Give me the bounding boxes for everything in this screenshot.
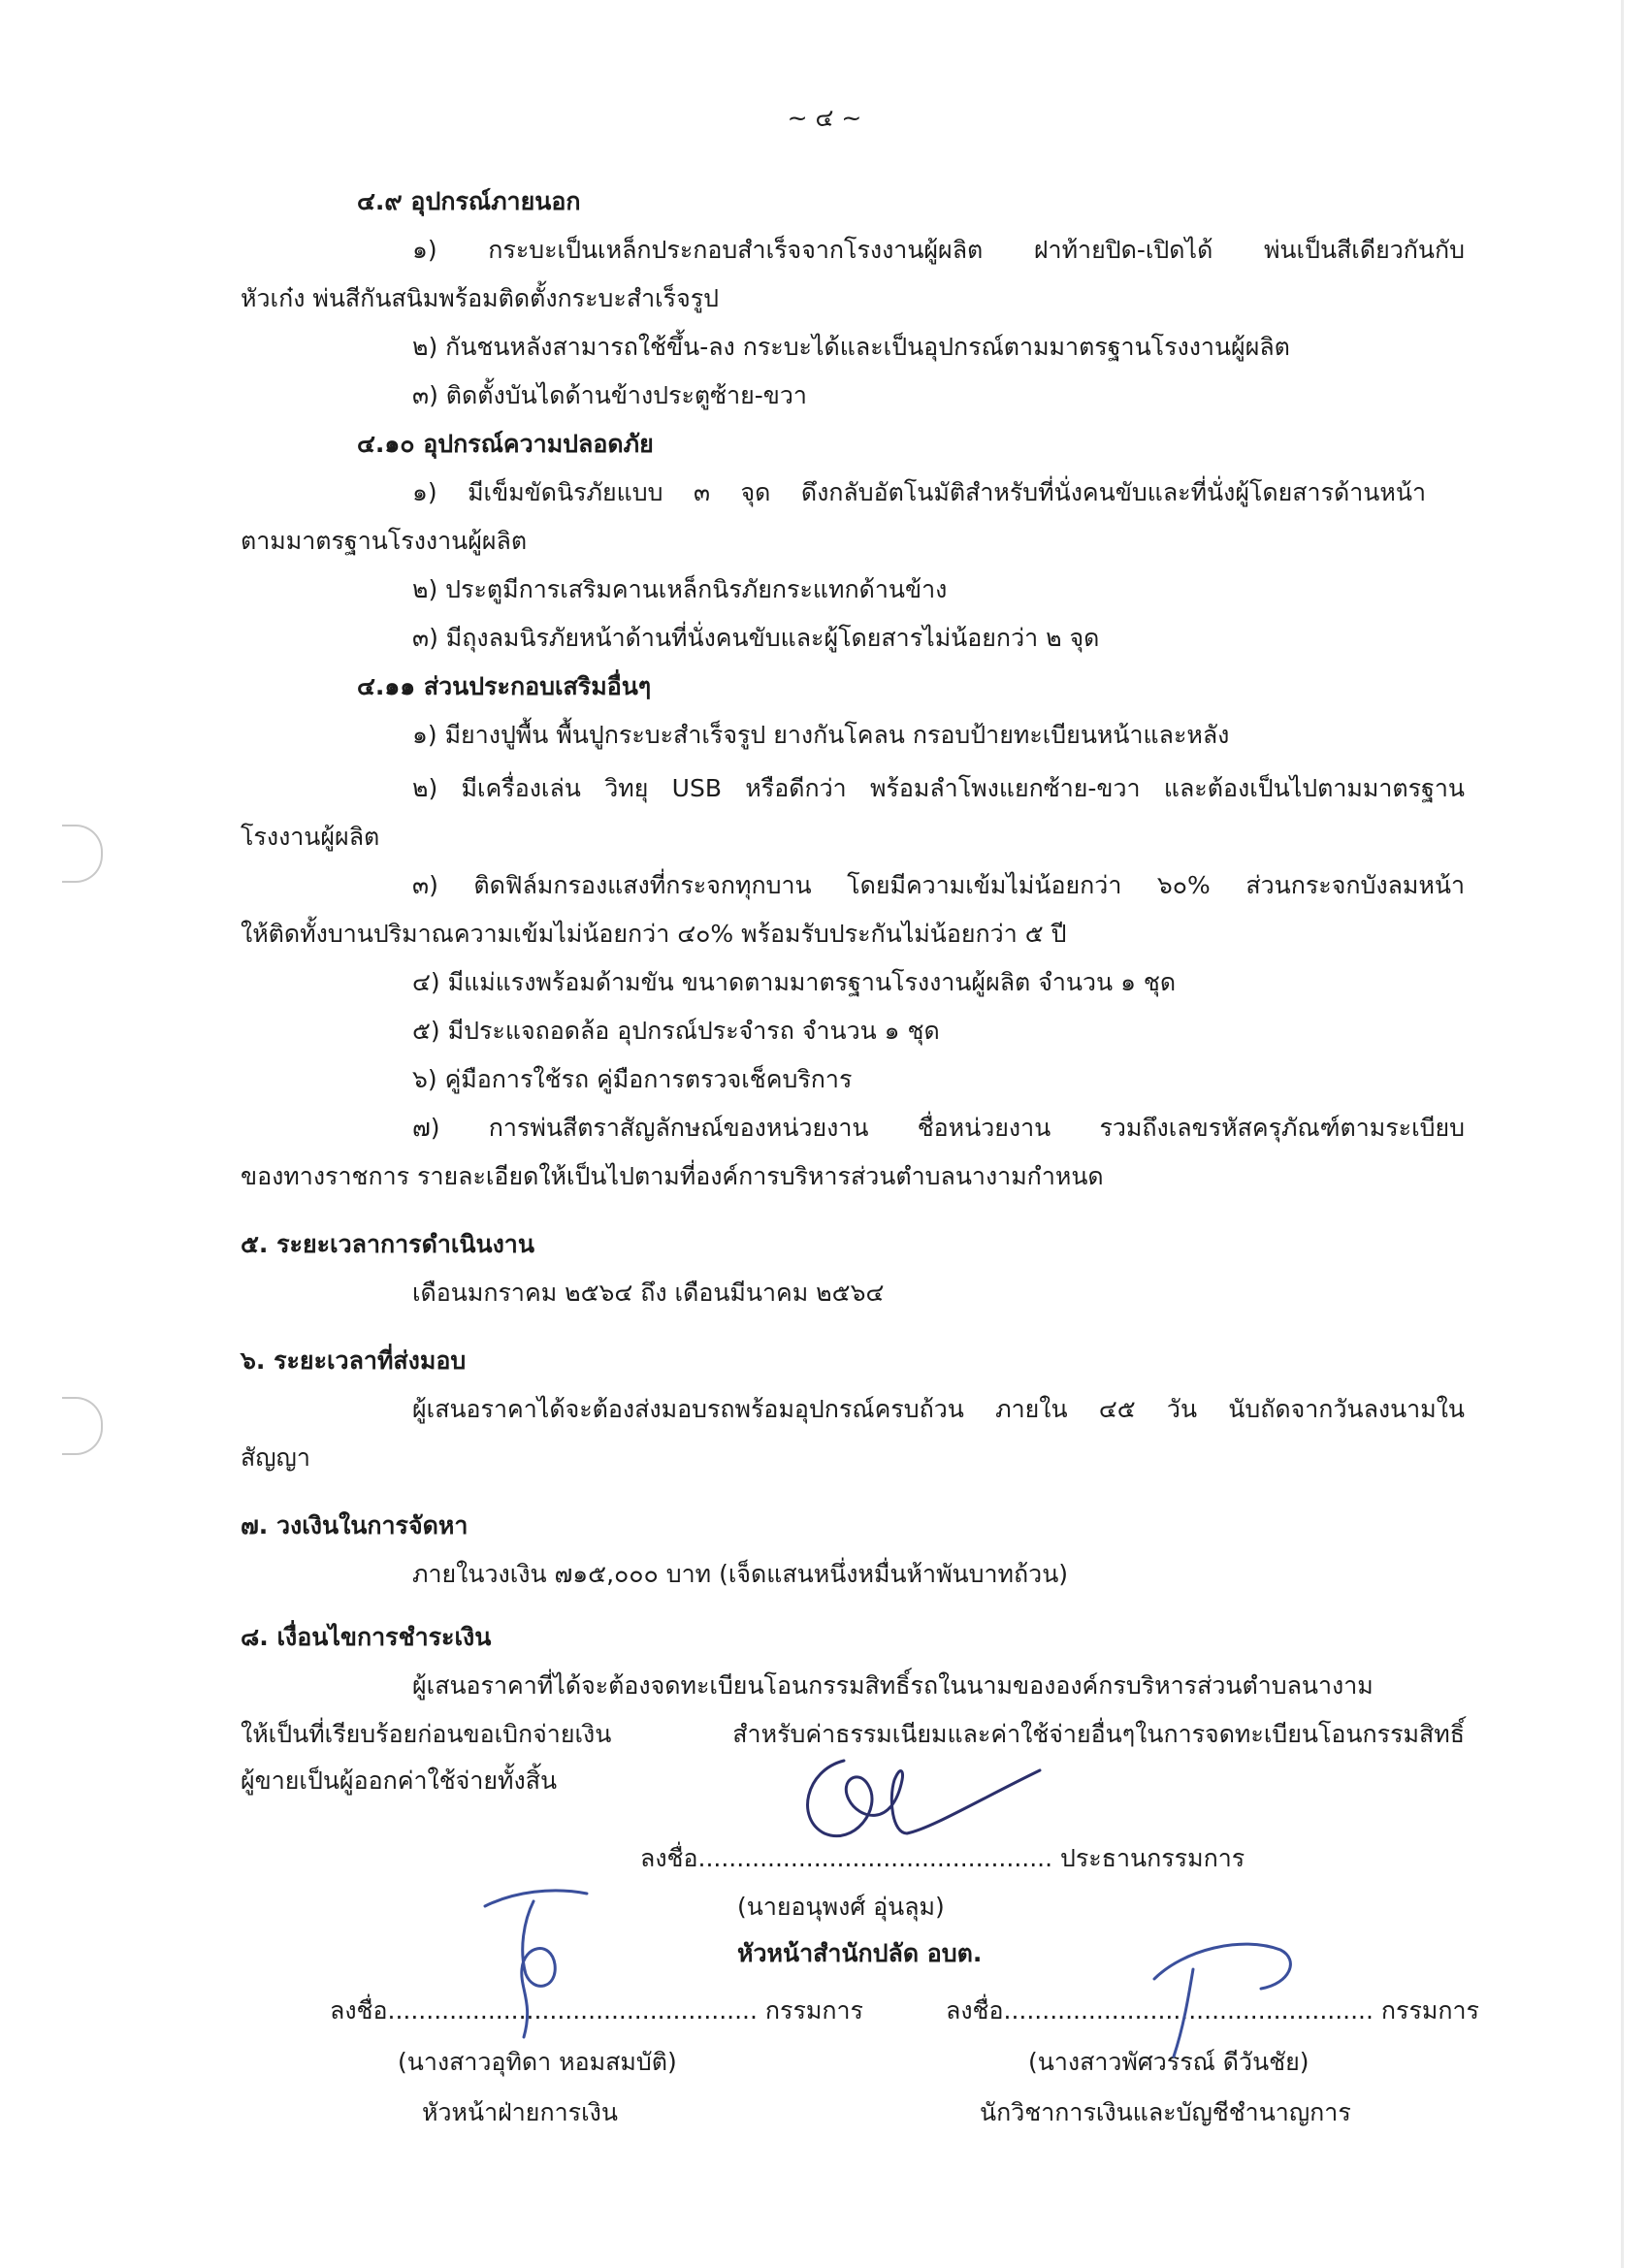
section-4-11-item-3-line-1: ๓) ติดฟิล์มกรองแสงที่กระจกทุกบาน โดยมีความเข้มไม่น้อยกว่า ๖๐% ส่วนกระจกบังลมหน้า	[412, 871, 1465, 899]
section-8-body-line-2: ให้เป็นที่เรียบร้อยก่อนขอเบิกจ่ายเงิน สำหรับค่าธรรมเนียมและค่าใช้จ่ายอื่นๆในการจดทะเบียนโอนกรรมสิทธิ์	[241, 1720, 1465, 1748]
paper-edge	[1621, 0, 1624, 2268]
punch-hole-bottom	[62, 1397, 103, 1455]
section-6-body-line-2: สัญญา	[241, 1443, 310, 1472]
section-4-10-item-2: ๒) ประตูมีการเสริมคานเหล็กนิรภัยกระแทกด้านข้าง	[412, 575, 948, 603]
section-4-9-item-3: ๓) ติดตั้งบันไดด้านข้างประตูซ้าย-ขวา	[412, 381, 807, 409]
section-6-body-line-1: ผู้เสนอราคาได้จะต้องส่งมอบรถพร้อมอุปกรณ์ครบถ้วน ภายใน ๔๕ วัน นับถัดจากวันลงนามใน	[412, 1395, 1465, 1423]
member-right-signature	[1135, 1930, 1310, 2066]
section-4-11-item-3-line-2: ให้ติดทั้งบานปริมาณความเข้มไม่น้อยกว่า ๔๐% พร้อมรับประกันไม่น้อยกว่า ๕ ปี	[241, 920, 1067, 948]
member-left-signature	[466, 1882, 611, 2047]
chair-signature	[786, 1741, 1048, 1867]
section-4-11-item-2-line-2: โรงงานผู้ผลิต	[241, 823, 380, 851]
section-7-heading: ๗. วงเงินในการจัดหา	[241, 1511, 469, 1539]
member-right-name: (นางสาวพัศวรรณ์ ดีวันชัย)	[1028, 2048, 1310, 2076]
page-number: ~ ๔ ~	[787, 104, 862, 132]
section-4-11-item-5: ๕) มีประแจถอดล้อ อุปกรณ์ประจำรถ จำนวน ๑ ชุด	[412, 1017, 940, 1045]
member-right-position: นักวิชาการเงินและบัญชีชำนาญการ	[980, 2098, 1351, 2126]
chair-sign-line: ลงชื่อ.............................................. ประธานกรรมการ	[640, 1844, 1245, 1872]
section-4-10-item-1-line-1: ๑) มีเข็มขัดนิรภัยแบบ ๓ จุด ดึงกลับอัตโนมัติสำหรับที่นั่งคนขับและที่นั่งผู้โดยสารด้านหน้า	[412, 478, 1426, 506]
section-6-heading: ๖. ระยะเวลาที่ส่งมอบ	[241, 1346, 467, 1375]
section-7-body: ภายในวงเงิน ๗๑๕,๐๐๐ บาท (เจ็ดแสนหนึ่งหมื่นห้าพันบาทถ้วน)	[412, 1560, 1069, 1588]
section-4-11-item-7-line-2: ของทางราชการ รายละเอียดให้เป็นไปตามที่องค์การบริหารส่วนตำบลนางามกำหนด	[241, 1162, 1104, 1190]
member-right-sign-line: ลงชื่อ................................................ กรรมการ	[946, 1996, 1479, 2025]
member-left-name: (นางสาวอุทิดา หอมสมบัติ)	[398, 2048, 677, 2076]
section-4-10-heading: ๔.๑๐ อุปกรณ์ความปลอดภัย	[357, 430, 654, 458]
section-4-11-item-4: ๔) มีแม่แรงพร้อมด้ามขัน ขนาดตามมาตรฐานโรงงานผู้ผลิต จำนวน ๑ ชุด	[412, 968, 1177, 996]
section-4-9-item-1-line-2: หัวเก๋ง พ่นสีกันสนิมพร้อมติดตั้งกระบะสำเร็จรูป	[241, 284, 720, 312]
member-left-position: หัวหน้าฝ่ายการเงิน	[422, 2098, 618, 2126]
section-4-9-item-2: ๒) กันชนหลังสามารถใช้ขึ้น-ลง กระบะได้และเป็นอุปกรณ์ตามมาตรฐานโรงงานผู้ผลิต	[412, 333, 1290, 361]
member-left-sign-line: ลงชื่อ................................................ กรรมการ	[330, 1996, 863, 2025]
section-8-body-line-1: ผู้เสนอราคาที่ได้จะต้องจดทะเบียนโอนกรรมสิทธิ์รถในนามขององค์กรบริหารส่วนตำบลนางาม	[412, 1671, 1374, 1700]
section-5-body: เดือนมกราคม ๒๕๖๔ ถึง เดือนมีนาคม ๒๕๖๔	[412, 1279, 885, 1307]
section-4-10-item-1-line-2: ตามมาตรฐานโรงงานผู้ผลิต	[241, 527, 528, 555]
section-4-10-item-3: ๓) มีถุงลมนิรภัยหน้าด้านที่นั่งคนขับและผู้โดยสารไม่น้อยกว่า ๒ จุด	[412, 624, 1100, 652]
punch-hole-top	[62, 825, 103, 883]
section-4-11-item-2-line-1: ๒) มีเครื่องเล่น วิทยุ USB หรือดีกว่า พร้อมลำโพงแยกซ้าย-ขวา และต้องเป็นไปตามมาตรฐาน	[412, 774, 1465, 802]
section-4-11-heading: ๔.๑๑ ส่วนประกอบเสริมอื่นๆ	[357, 672, 652, 700]
section-5-heading: ๕. ระยะเวลาการดำเนินงาน	[241, 1230, 534, 1258]
section-4-9-item-1-line-1: ๑) กระบะเป็นเหล็กประกอบสำเร็จจากโรงงานผู้ผลิต ฝาท้ายปิด-เปิดได้ พ่นเป็นสีเดียวกันกับ	[412, 236, 1465, 264]
chair-name: (นายอนุพงศ์ อุ่นลุม)	[737, 1893, 945, 1921]
chair-position: หัวหน้าสำนักปลัด อบต.	[737, 1939, 983, 1967]
section-8-heading: ๘. เงื่อนไขการชำระเงิน	[241, 1623, 492, 1651]
section-4-11-item-1: ๑) มียางปูพื้น พื้นปูกระบะสำเร็จรูป ยางกันโคลน กรอบป้ายทะเบียนหน้าและหลัง	[412, 721, 1230, 749]
section-4-11-item-7-line-1: ๗) การพ่นสีตราสัญลักษณ์ของหน่วยงาน ชื่อหน่วยงาน รวมถึงเลขรหัสครุภัณฑ์ตามระเบียบ	[412, 1114, 1465, 1142]
section-8-body-line-3: ผู้ขายเป็นผู้ออกค่าใช้จ่ายทั้งสิ้น	[241, 1766, 558, 1795]
section-4-11-item-6: ๖) คู่มือการใช้รถ คู่มือการตรวจเช็คบริการ	[412, 1065, 853, 1093]
section-4-9-heading: ๔.๙ อุปกรณ์ภายนอก	[357, 187, 581, 215]
